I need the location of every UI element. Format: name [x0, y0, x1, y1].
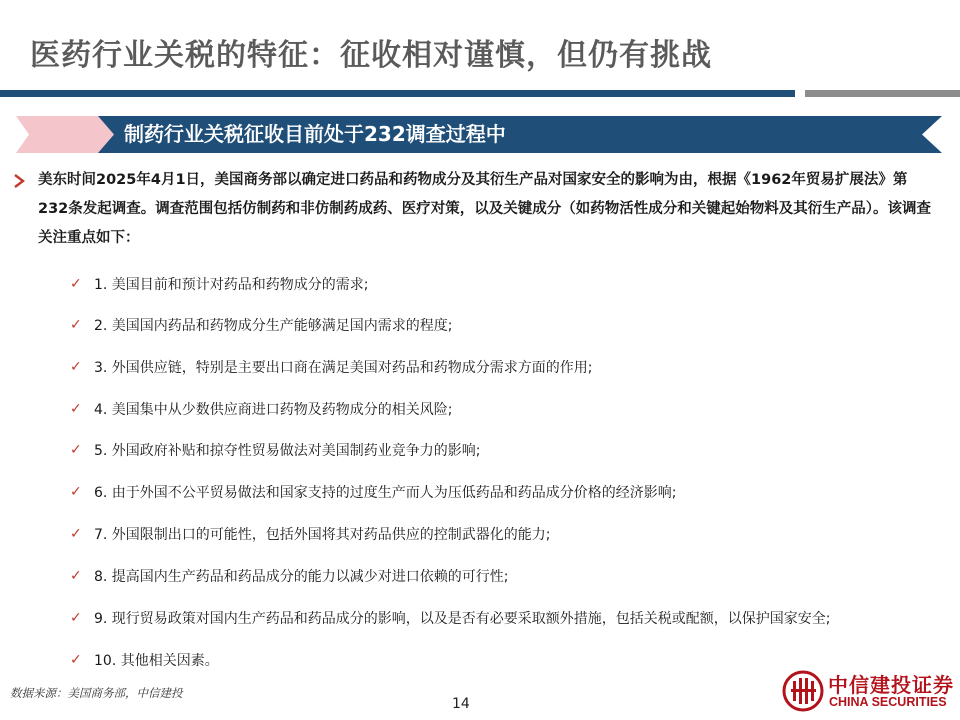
list-item — [70, 649, 219, 671]
list-item — [70, 481, 677, 503]
list-item-text: 1. 美国目前和预计对药品和药物成分的需求; — [94, 277, 369, 293]
intro-text: 美东时间2025年4月1日，美国商务部以确定进口药品和药物成分及其衍生产品对国家安全的影响为由，根据《1962年贸易扩展法》第232条发起调查。调查范围包括仿制药和非仿制药成药、医疗对策，以及关键成分（如药物活性成分和关键起始物料及其衍生产品）。该调查关注重点如下： — [38, 172, 932, 246]
checkmark-icon: ✓ — [70, 610, 82, 626]
section-banner — [16, 116, 942, 153]
list-item-text: 3. 外国供应链，特别是主要出口商在满足美国对药品和药物成分需求方面的作用; — [94, 360, 593, 376]
checkmark-icon: ✓ — [70, 652, 82, 668]
list-item — [70, 273, 369, 295]
list-item — [70, 565, 509, 587]
list-item-text: 4. 美国集中从少数供应商进口药物及药物成分的相关风险; — [94, 402, 453, 418]
title-rule-gray — [805, 90, 960, 97]
data-source-note: 数据来源：美国商务部，中信建投 — [10, 686, 183, 700]
list-item — [70, 398, 453, 420]
company-logo — [782, 668, 957, 714]
list-item — [70, 439, 481, 461]
list-item — [70, 356, 593, 378]
logo-emblem-icon — [782, 670, 824, 712]
checkmark-icon: ✓ — [70, 526, 82, 542]
list-item-text: 9. 现行贸易政策对国内生产药品和药品成分的影响，以及是否有必要采取额外措施，包括关税或配额，以保护国家安全; — [94, 611, 831, 627]
checkmark-icon: ✓ — [70, 442, 82, 458]
logo-english-name: CHINA SECURITIES — [829, 695, 947, 709]
list-item-text: 5. 外国政府补贴和掠夺性贸易做法对美国制药业竞争力的影响; — [94, 443, 481, 459]
checkmark-icon: ✓ — [70, 317, 82, 333]
list-item — [70, 314, 453, 336]
page-number: 14 — [452, 696, 470, 712]
list-item-text: 8. 提高国内生产药品和药品成分的能力以减少对进口依赖的可行性; — [94, 569, 509, 585]
list-item-text: 7. 外国限制出口的可能性，包括外国将其对药品供应的控制武器化的能力; — [94, 527, 551, 543]
list-item-text: 10. 其他相关因素。 — [94, 653, 219, 669]
title-rule-blue — [0, 90, 795, 97]
checkmark-icon: ✓ — [70, 276, 82, 292]
banner-title: 制药行业关税征收目前处于232调查过程中 — [124, 122, 506, 146]
list-item — [70, 523, 551, 545]
logo-chinese-name: 中信建投证券 — [828, 673, 954, 697]
list-item — [70, 607, 831, 629]
list-item-text: 6. 由于外国不公平贸易做法和国家支持的过度生产而人为压低药品和药品成分价格的经济影响; — [94, 485, 677, 501]
page-title: 医药行业关税的特征：征收相对谨慎，但仍有挑战 — [30, 38, 712, 73]
intro-paragraph — [12, 172, 937, 253]
checkmark-icon: ✓ — [70, 401, 82, 417]
chevron-right-icon — [12, 173, 26, 189]
checkmark-icon: ✓ — [70, 568, 82, 584]
checkmark-icon: ✓ — [70, 359, 82, 375]
list-item-text: 2. 美国国内药品和药物成分生产能够满足国内需求的程度; — [94, 318, 453, 334]
checkmark-icon: ✓ — [70, 484, 82, 500]
